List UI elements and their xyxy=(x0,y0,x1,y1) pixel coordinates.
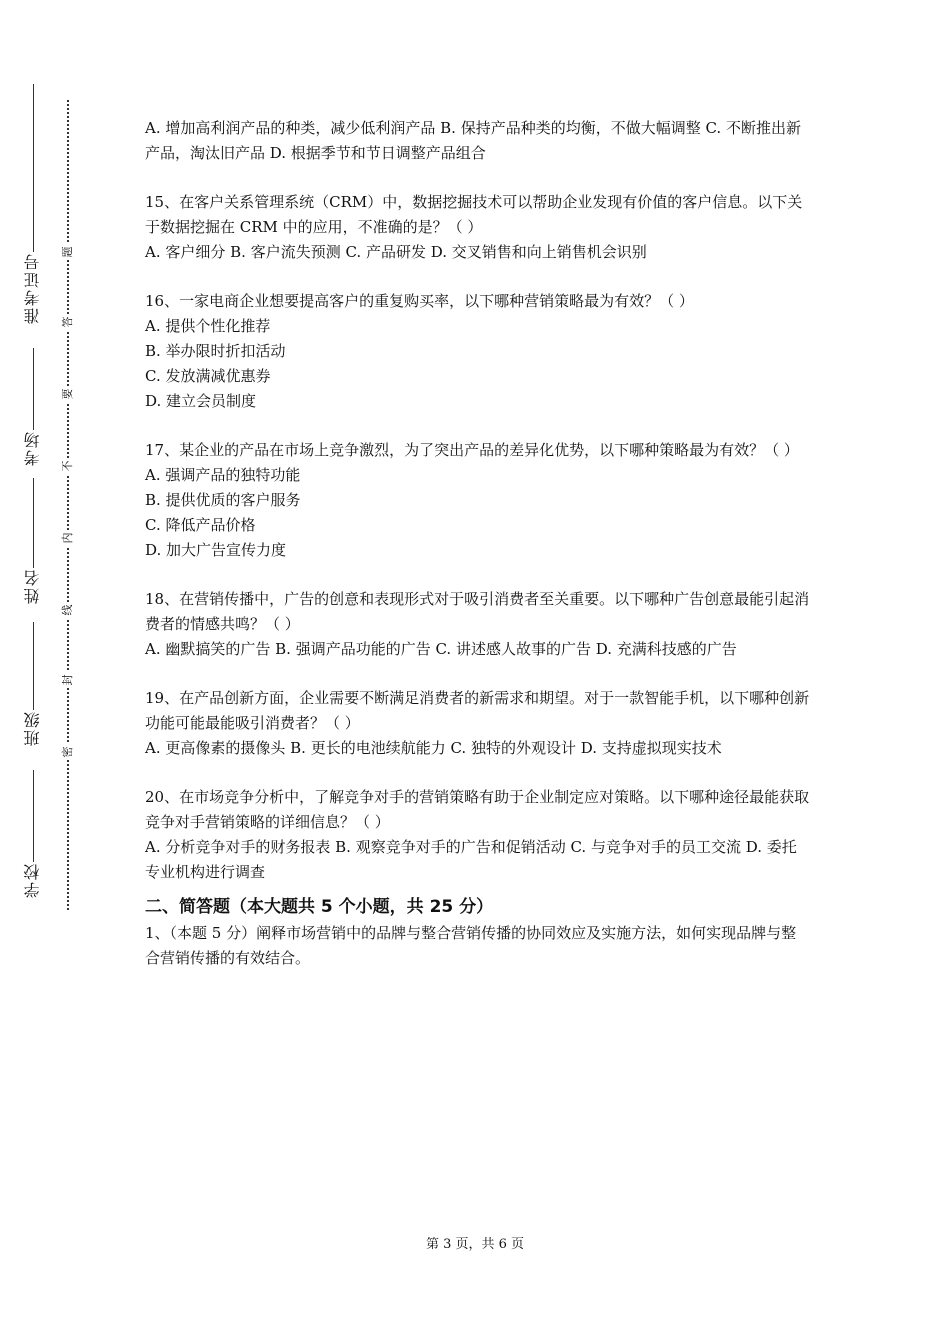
question-option-a: A. 强调产品的独特功能 xyxy=(145,466,301,484)
seal-char: 线 xyxy=(62,602,74,618)
section-title-short-answer: 二、简答题（本大题共 5 个小题，共 25 分） xyxy=(145,897,494,917)
dotted-line xyxy=(67,100,69,910)
question-stem: 15、在客户关系管理系统（CRM）中，数据挖掘技术可以帮助企业发现有价值的客户信息。以下关于数据挖掘在 CRM 中的应用，不准确的是？（ ） xyxy=(145,193,803,236)
seal-char: 内 xyxy=(62,530,74,546)
page-footer: 第 3 页，共 6 页 xyxy=(425,1237,525,1252)
field-class-label: 班级 xyxy=(23,710,42,746)
question-19 xyxy=(145,686,810,761)
question-18 xyxy=(145,587,810,662)
binding-margin xyxy=(0,0,110,1344)
field-class xyxy=(18,622,48,746)
seal-line xyxy=(60,100,76,910)
question-option-c: C. 发放满减优惠券 xyxy=(145,367,271,385)
question-stem: 20、在市场竞争分析中，了解竞争对手的营销策略有助于企业制定应对策略。以下哪种途径最能获取竞争对手营销策略的详细信息？（ ） xyxy=(145,788,810,831)
field-exam-id xyxy=(18,84,48,324)
question-stem: 19、在产品创新方面，企业需要不断满足消费者的新需求和期望。对于一款智能手机，以下哪种创新功能可能最能吸引消费者？（ ） xyxy=(145,689,810,732)
exam-content xyxy=(145,116,810,971)
question-16 xyxy=(145,289,810,414)
short-answer-question-1: 1、（本题 5 分）阐释市场营销中的品牌与整合营销传播的协同效应及实施方法，如何实现品牌与整合营销传播的有效结合。 xyxy=(145,924,797,967)
field-exam-room-label: 考场 xyxy=(23,430,42,466)
seal-char: 要 xyxy=(62,386,74,402)
field-name-label: 姓名 xyxy=(23,568,42,604)
question-option: A. 客户细分 B. 客户流失预测 C. 产品研发 D. 交叉销售和向上销售机会识别 xyxy=(145,243,647,261)
field-exam-id-label: 准考证号 xyxy=(23,252,42,324)
field-school xyxy=(18,770,48,898)
question-15 xyxy=(145,190,810,265)
question-stem: 17、某企业的产品在市场上竞争激烈，为了突出产品的差异化优势，以下哪种策略最为有效？（ ） xyxy=(145,441,799,459)
question-option-d: D. 建立会员制度 xyxy=(145,392,257,410)
question-option: A. 更高像素的摄像头 B. 更长的电池续航能力 C. 独特的外观设计 D. 支持虚拟现实技术 xyxy=(145,739,722,757)
question-14-options xyxy=(145,116,810,166)
question-stem: 18、在营销传播中，广告的创意和表现形式对于吸引消费者至关重要。以下哪种广告创意最能引起消费者的情感共鸣？（ ） xyxy=(145,590,810,633)
question-option-d: D. 加大广告宣传力度 xyxy=(145,541,287,559)
seal-char: 题 xyxy=(62,244,74,260)
field-school-label: 学校 xyxy=(23,862,42,898)
question-option: A. 增加高利润产品的种类，减少低利润产品 B. 保持产品种类的均衡，不做大幅调整 C. 不断推出新产品，淘汰旧产品 D. 根据季节和节日调整产品组合 xyxy=(145,119,801,162)
field-exam-room xyxy=(18,348,48,466)
seal-char: 密 xyxy=(62,744,74,760)
question-option-b: B. 举办限时折扣活动 xyxy=(145,342,286,360)
question-option: A. 幽默搞笑的广告 B. 强调产品功能的广告 C. 讲述感人故事的广告 D. 充满科技感的广告 xyxy=(145,640,737,658)
seal-char: 封 xyxy=(62,672,74,688)
seal-char: 答 xyxy=(62,314,74,330)
field-name xyxy=(18,478,48,604)
question-option-b: B. 提供优质的客户服务 xyxy=(145,491,301,509)
question-17 xyxy=(145,438,810,563)
question-stem: 16、一家电商企业想要提高客户的重复购买率，以下哪种营销策略最为有效？（ ） xyxy=(145,292,694,310)
question-option: A. 分析竞争对手的财务报表 B. 观察竞争对手的广告和促销活动 C. 与竞争对手的员工交流 D. 委托专业机构进行调查 xyxy=(145,838,797,881)
question-20 xyxy=(145,785,810,885)
question-option-c: C. 降低产品价格 xyxy=(145,516,256,534)
seal-char: 不 xyxy=(62,458,74,474)
question-option-a: A. 提供个性化推荐 xyxy=(145,317,271,335)
